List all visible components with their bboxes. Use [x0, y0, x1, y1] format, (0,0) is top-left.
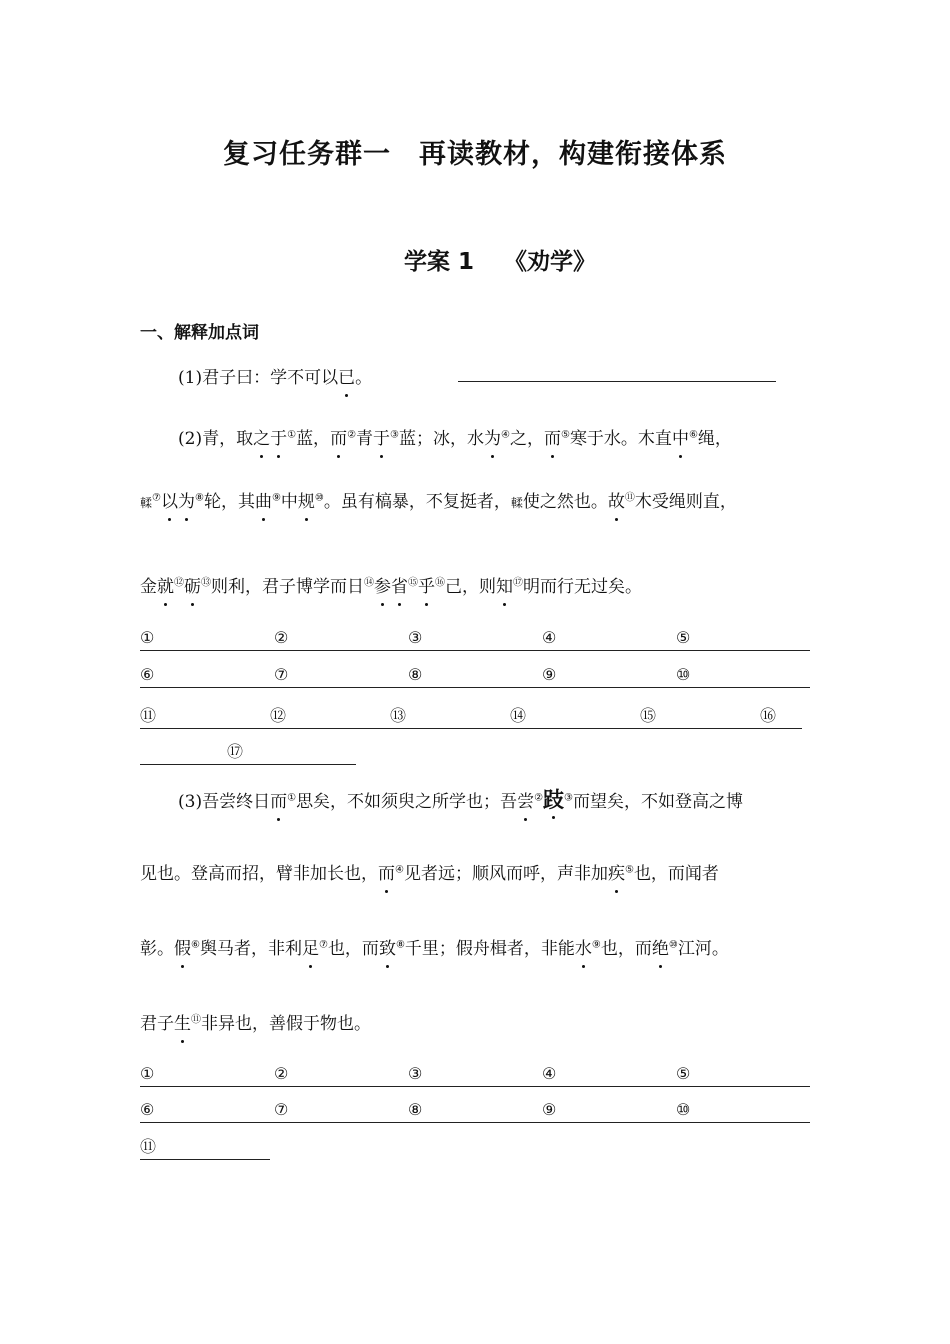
marker: ⑬	[390, 706, 407, 725]
dotted-word: 砺	[184, 577, 201, 597]
text: 则利，君子博学而日	[211, 577, 364, 597]
dotted-word: 尝	[517, 792, 535, 812]
marker: ⑧	[194, 492, 204, 504]
dotted-word: 假	[174, 939, 191, 959]
marker: ⑤	[624, 864, 634, 876]
text: 青	[356, 429, 374, 449]
marker: ⑪	[140, 706, 157, 725]
dotted-word: 生	[174, 1014, 191, 1034]
answer-row[interactable]	[140, 742, 356, 765]
text: 明而行无过矣。	[523, 577, 642, 597]
marker: ⑥	[688, 429, 698, 441]
lesson-title	[0, 243, 950, 276]
dotted-word: 足	[301, 939, 319, 959]
marker: ⑤	[676, 628, 691, 647]
answer-row[interactable]	[140, 1137, 270, 1160]
marker: ⑫	[270, 706, 287, 725]
text: 蓝；冰，水	[399, 429, 484, 449]
dotted-word: 参	[374, 577, 391, 597]
marker: ⑮	[408, 577, 418, 589]
marker: ③	[408, 628, 423, 647]
dotted-word: 规	[297, 492, 315, 512]
marker: ⑪	[140, 1137, 157, 1156]
text: 见也。登高而招，臂非加长也，	[140, 864, 378, 884]
question-text: 。	[355, 368, 373, 388]
dotted-word: 致	[378, 939, 396, 959]
page-title: 复习任务群一 再读教材，构建衔接体系	[223, 139, 727, 170]
text: 輮	[140, 496, 153, 510]
dotted-word: 而	[378, 864, 395, 884]
marker: ⑩	[314, 492, 324, 504]
text: 见者远；顺风而呼，声非加	[403, 864, 608, 884]
marker: ③	[390, 429, 399, 441]
answer-row[interactable]	[140, 665, 810, 688]
marker: ⑭	[364, 577, 374, 589]
text: 輮	[510, 496, 523, 510]
marker: ⑨	[542, 1100, 557, 1119]
text: 能	[557, 939, 575, 959]
marker: ⑰	[227, 742, 244, 761]
marker: ①	[140, 1064, 155, 1083]
question-3-line-4	[140, 1012, 371, 1036]
marker: ④	[395, 864, 404, 876]
marker: ⑯	[760, 706, 777, 725]
dotted-word: 疾	[607, 864, 625, 884]
text: 之，	[509, 429, 544, 449]
marker: ④	[542, 1064, 557, 1083]
dotted-word: 为	[484, 429, 501, 449]
marker: ⑩	[676, 665, 691, 684]
text: 吾尝终日	[202, 792, 271, 812]
marker: ⑥	[191, 939, 200, 951]
marker: ⑨	[591, 939, 601, 951]
marker: ④	[542, 628, 557, 647]
marker: ⑧	[408, 1100, 423, 1119]
dotted-word: 曲	[254, 492, 272, 512]
dotted-word: 以	[160, 492, 178, 512]
text: 蓝，	[296, 429, 331, 449]
marker: ⑭	[510, 706, 527, 725]
text: 江河。	[677, 939, 729, 959]
text: 舆马者，非利	[199, 939, 302, 959]
question-1	[178, 366, 372, 390]
dotted-word: 水	[574, 939, 592, 959]
marker: ②	[534, 792, 544, 804]
dotted-word: 而	[330, 429, 348, 449]
marker: ⑥	[140, 1100, 155, 1119]
marker: ③	[564, 792, 573, 804]
marker: ⑤	[560, 429, 570, 441]
marker: ⑮	[640, 706, 657, 725]
dotted-word: 故	[607, 492, 625, 512]
marker: ①	[287, 429, 297, 441]
marker: ⑦	[152, 492, 161, 504]
answer-row[interactable]	[140, 706, 802, 729]
marker: ⑧	[408, 665, 423, 684]
dotted-word: 知	[496, 577, 513, 597]
text: 思矣，不如须臾之所学也；吾	[296, 792, 518, 812]
question-2-line-2	[140, 490, 737, 515]
marker: ⑨	[271, 492, 281, 504]
lesson-label: 学案 1	[403, 249, 474, 275]
marker: ⑪	[191, 1014, 201, 1026]
marker: ③	[408, 1064, 423, 1083]
marker: ①	[140, 628, 155, 647]
dotted-word: 乎	[418, 577, 435, 597]
answer-blank[interactable]	[458, 381, 776, 382]
marker: ②	[274, 628, 289, 647]
dotted-word: 而	[543, 429, 561, 449]
marker: ⑧	[395, 939, 405, 951]
marker: ⑪	[624, 492, 635, 504]
text: 千里；假舟楫者，非	[404, 939, 558, 959]
marker: ⑦	[318, 939, 328, 951]
text: 也，而闻者	[633, 864, 719, 884]
marker: ⑨	[542, 665, 557, 684]
question-2-line-1	[178, 427, 732, 451]
dotted-word: 就	[157, 577, 174, 597]
text: 木受绳则直，	[634, 492, 737, 512]
text: 己，则	[445, 577, 496, 597]
marker: ⑥	[140, 665, 155, 684]
answer-row[interactable]	[140, 1064, 810, 1087]
marker: ②	[347, 429, 357, 441]
dotted-word: 省	[391, 577, 408, 597]
question-3-line-1	[178, 788, 743, 814]
marker: ⑫	[174, 577, 184, 589]
text: 君子	[140, 1014, 174, 1034]
dotted-word: 跂	[543, 788, 565, 812]
question-3-line-3	[140, 937, 729, 961]
section-heading: 一、解释加点词	[140, 323, 259, 343]
text: 中	[280, 492, 298, 512]
marker: ⑰	[513, 577, 523, 589]
lesson-name: 《劝学》	[504, 249, 596, 275]
text: 青，取	[202, 429, 254, 449]
dotted-word: 为	[177, 492, 195, 512]
marker: ⑯	[435, 577, 445, 589]
question-3-line-2	[140, 862, 719, 886]
dotted-word: 中	[671, 429, 689, 449]
marker: ⑦	[274, 665, 289, 684]
text: 轮，其	[203, 492, 255, 512]
dotted-word: 之	[253, 429, 271, 449]
question-2-line-3	[140, 575, 642, 599]
question-number: (1)	[178, 368, 203, 388]
dotted-word: 于	[270, 429, 288, 449]
text: 。虽有槁暴，不复挺者，	[323, 492, 511, 512]
question-number: (3)	[178, 792, 203, 812]
marker: ⑦	[274, 1100, 289, 1119]
dotted-word: 绝	[651, 939, 669, 959]
dotted-word: 于	[373, 429, 391, 449]
marker: ②	[274, 1064, 289, 1083]
text: 也，而	[600, 939, 652, 959]
answer-row[interactable]	[140, 1100, 810, 1123]
dotted-word: 已	[338, 368, 356, 388]
text: 也，而	[327, 939, 379, 959]
answer-row[interactable]	[140, 628, 810, 651]
text: 彰。	[140, 939, 174, 959]
text: 而望矣，不如登高之博	[573, 792, 743, 812]
marker: ⑩	[676, 1100, 691, 1119]
question-number: (2)	[178, 429, 203, 449]
marker: ①	[287, 792, 297, 804]
text: 金	[140, 577, 157, 597]
text: 使之然也。	[522, 492, 608, 512]
marker: ⑩	[668, 939, 678, 951]
text: 寒于水。木直	[569, 429, 672, 449]
marker: ⑤	[676, 1064, 691, 1083]
text: 非异也，善假于物也。	[201, 1014, 371, 1034]
dotted-word: 而	[270, 792, 288, 812]
marker: ④	[501, 429, 510, 441]
text: 绳，	[697, 429, 732, 449]
question-text: 君子曰：学不可以	[202, 368, 339, 388]
marker: ⑬	[201, 577, 211, 589]
